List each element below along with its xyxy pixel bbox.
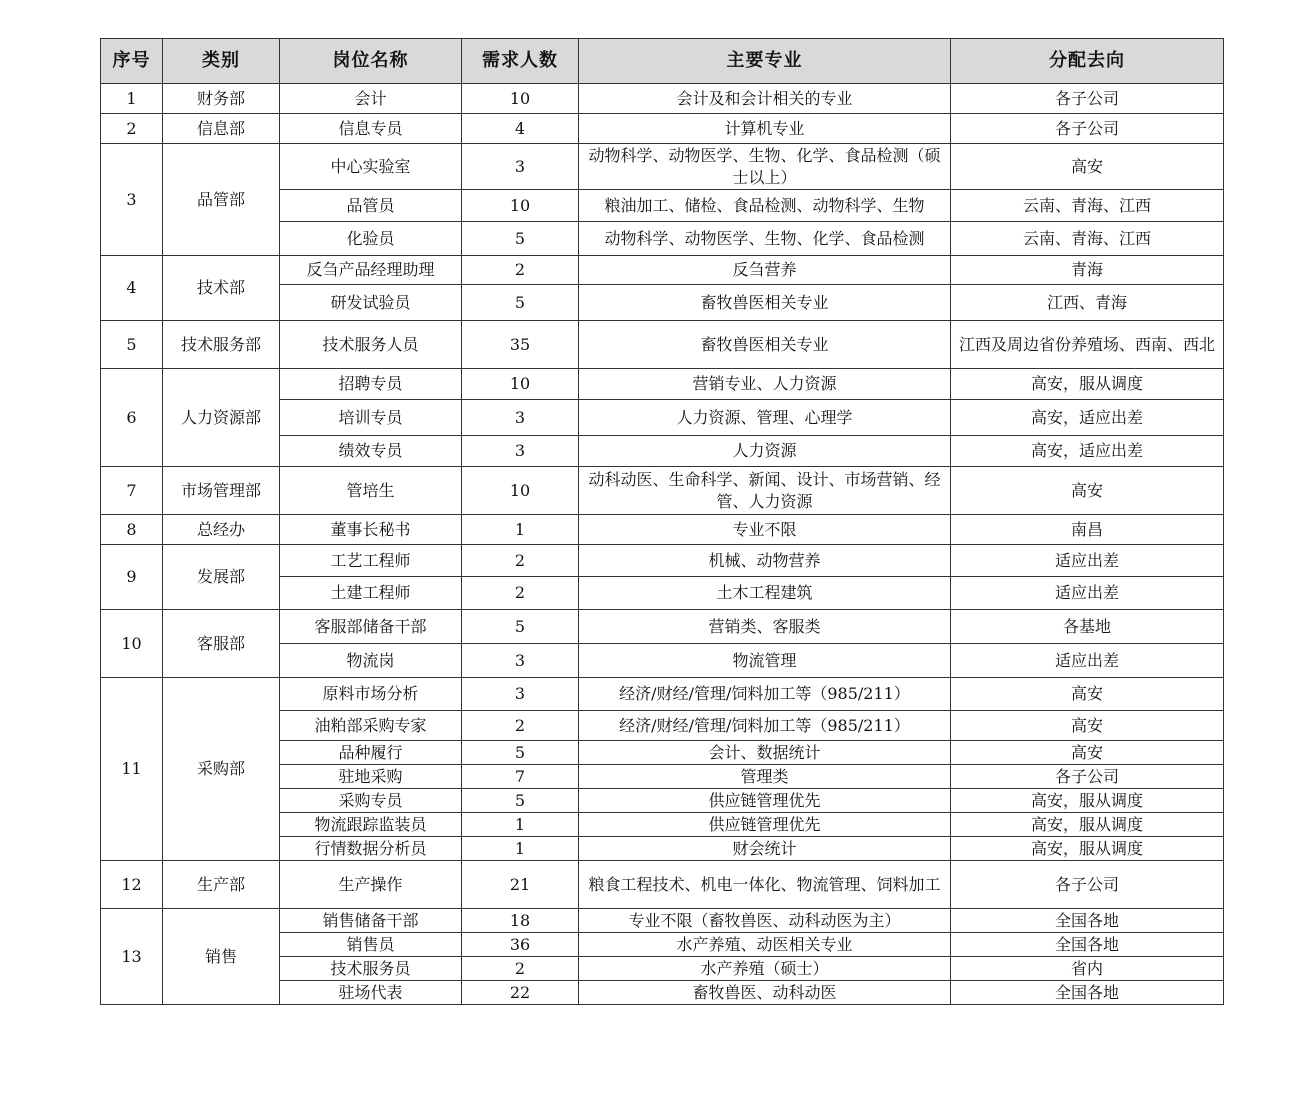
cell-count: 1 <box>462 837 579 861</box>
cell-category: 财务部 <box>163 84 280 114</box>
cell-major: 计算机专业 <box>579 114 951 144</box>
cell-count: 22 <box>462 981 579 1005</box>
cell-category: 品管部 <box>163 144 280 256</box>
cell-count: 2 <box>462 577 579 610</box>
table-header <box>101 39 1224 84</box>
cell-position: 生产操作 <box>280 861 462 909</box>
cell-count: 2 <box>462 256 579 285</box>
table-row <box>101 545 1224 577</box>
cell-count: 10 <box>462 467 579 515</box>
table-row <box>101 369 1224 400</box>
cell-position: 品种履行 <box>280 741 462 765</box>
cell-destination: 各基地 <box>951 610 1224 644</box>
cell-major: 人力资源、管理、心理学 <box>579 400 951 436</box>
cell-destination: 全国各地 <box>951 909 1224 933</box>
table-row <box>101 467 1224 515</box>
table-row <box>101 678 1224 711</box>
table-row <box>101 861 1224 909</box>
cell-count: 3 <box>462 678 579 711</box>
cell-count: 7 <box>462 765 579 789</box>
cell-count: 3 <box>462 400 579 436</box>
cell-destination: 南昌 <box>951 515 1224 545</box>
cell-destination: 云南、青海、江西 <box>951 190 1224 222</box>
cell-destination: 省内 <box>951 957 1224 981</box>
cell-no: 13 <box>101 909 163 1005</box>
cell-category: 生产部 <box>163 861 280 909</box>
cell-no: 4 <box>101 256 163 321</box>
cell-count: 5 <box>462 741 579 765</box>
cell-destination: 各子公司 <box>951 114 1224 144</box>
cell-count: 2 <box>462 711 579 741</box>
cell-no: 1 <box>101 84 163 114</box>
cell-category: 采购部 <box>163 678 280 861</box>
cell-major: 畜牧兽医、动科动医 <box>579 981 951 1005</box>
header-position: 岗位名称 <box>280 39 462 84</box>
cell-position: 技术服务人员 <box>280 321 462 369</box>
cell-no: 5 <box>101 321 163 369</box>
cell-major: 粮油加工、储检、食品检测、动物科学、生物 <box>579 190 951 222</box>
cell-major: 动科动医、生命科学、新闻、设计、市场营销、经管、人力资源 <box>579 467 951 515</box>
cell-major: 水产养殖、动医相关专业 <box>579 933 951 957</box>
cell-count: 3 <box>462 644 579 678</box>
cell-count: 5 <box>462 285 579 321</box>
cell-destination: 高安 <box>951 711 1224 741</box>
cell-no: 10 <box>101 610 163 678</box>
cell-position: 原料市场分析 <box>280 678 462 711</box>
cell-position: 工艺工程师 <box>280 545 462 577</box>
cell-destination: 高安 <box>951 144 1224 190</box>
cell-major: 供应链管理优先 <box>579 813 951 837</box>
cell-major: 粮食工程技术、机电一体化、物流管理、饲料加工 <box>579 861 951 909</box>
cell-major: 财会统计 <box>579 837 951 861</box>
cell-destination: 全国各地 <box>951 933 1224 957</box>
cell-position: 管培生 <box>280 467 462 515</box>
cell-count: 10 <box>462 190 579 222</box>
cell-no: 3 <box>101 144 163 256</box>
cell-major: 营销类、客服类 <box>579 610 951 644</box>
cell-destination: 青海 <box>951 256 1224 285</box>
cell-category: 信息部 <box>163 114 280 144</box>
cell-major: 土木工程建筑 <box>579 577 951 610</box>
cell-count: 1 <box>462 813 579 837</box>
cell-position: 物流跟踪监装员 <box>280 813 462 837</box>
cell-destination: 高安，适应出差 <box>951 436 1224 467</box>
cell-count: 5 <box>462 222 579 256</box>
cell-count: 18 <box>462 909 579 933</box>
cell-destination: 高安，服从调度 <box>951 789 1224 813</box>
cell-position: 技术服务员 <box>280 957 462 981</box>
cell-destination: 高安，服从调度 <box>951 813 1224 837</box>
cell-count: 21 <box>462 861 579 909</box>
cell-major: 人力资源 <box>579 436 951 467</box>
header-no: 序号 <box>101 39 163 84</box>
cell-count: 3 <box>462 436 579 467</box>
cell-destination: 高安 <box>951 741 1224 765</box>
cell-major: 畜牧兽医相关专业 <box>579 321 951 369</box>
table-row <box>101 114 1224 144</box>
cell-destination: 江西、青海 <box>951 285 1224 321</box>
cell-no: 9 <box>101 545 163 610</box>
cell-major: 动物科学、动物医学、生物、化学、食品检测（硕士以上） <box>579 144 951 190</box>
table-row <box>101 84 1224 114</box>
header-major: 主要专业 <box>579 39 951 84</box>
cell-destination: 各子公司 <box>951 84 1224 114</box>
cell-no: 7 <box>101 467 163 515</box>
cell-destination: 各子公司 <box>951 765 1224 789</box>
cell-count: 10 <box>462 369 579 400</box>
cell-destination: 适应出差 <box>951 644 1224 678</box>
cell-major: 供应链管理优先 <box>579 789 951 813</box>
cell-destination: 高安 <box>951 467 1224 515</box>
cell-position: 驻场代表 <box>280 981 462 1005</box>
cell-major: 机械、动物营养 <box>579 545 951 577</box>
cell-count: 5 <box>462 610 579 644</box>
cell-destination: 云南、青海、江西 <box>951 222 1224 256</box>
cell-position: 中心实验室 <box>280 144 462 190</box>
table-row <box>101 144 1224 190</box>
cell-no: 12 <box>101 861 163 909</box>
cell-position: 驻地采购 <box>280 765 462 789</box>
cell-category: 客服部 <box>163 610 280 678</box>
cell-position: 物流岗 <box>280 644 462 678</box>
cell-count: 36 <box>462 933 579 957</box>
cell-major: 物流管理 <box>579 644 951 678</box>
table-row <box>101 610 1224 644</box>
cell-major: 管理类 <box>579 765 951 789</box>
cell-category: 市场管理部 <box>163 467 280 515</box>
cell-major: 反刍营养 <box>579 256 951 285</box>
cell-destination: 适应出差 <box>951 545 1224 577</box>
cell-count: 4 <box>462 114 579 144</box>
cell-position: 采购专员 <box>280 789 462 813</box>
cell-major: 专业不限 <box>579 515 951 545</box>
cell-destination: 各子公司 <box>951 861 1224 909</box>
cell-position: 董事长秘书 <box>280 515 462 545</box>
cell-position: 土建工程师 <box>280 577 462 610</box>
recruitment-table <box>100 38 1224 1005</box>
cell-position: 信息专员 <box>280 114 462 144</box>
cell-destination: 适应出差 <box>951 577 1224 610</box>
cell-major: 会计及和会计相关的专业 <box>579 84 951 114</box>
header-category: 类别 <box>163 39 280 84</box>
table-row <box>101 321 1224 369</box>
cell-no: 11 <box>101 678 163 861</box>
cell-position: 销售员 <box>280 933 462 957</box>
table-body <box>101 84 1224 1005</box>
header-row <box>101 39 1224 84</box>
cell-destination: 高安 <box>951 678 1224 711</box>
cell-destination: 高安，适应出差 <box>951 400 1224 436</box>
cell-position: 销售储备干部 <box>280 909 462 933</box>
table-row <box>101 909 1224 933</box>
cell-position: 招聘专员 <box>280 369 462 400</box>
cell-position: 会计 <box>280 84 462 114</box>
cell-position: 油粕部采购专家 <box>280 711 462 741</box>
cell-position: 绩效专员 <box>280 436 462 467</box>
cell-major: 经济/财经/管理/饲料加工等（985/211） <box>579 678 951 711</box>
cell-no: 8 <box>101 515 163 545</box>
cell-position: 反刍产品经理助理 <box>280 256 462 285</box>
cell-position: 培训专员 <box>280 400 462 436</box>
table-row <box>101 256 1224 285</box>
cell-major: 畜牧兽医相关专业 <box>579 285 951 321</box>
cell-category: 技术部 <box>163 256 280 321</box>
header-count: 需求人数 <box>462 39 579 84</box>
cell-destination: 江西及周边省份养殖场、西南、西北 <box>951 321 1224 369</box>
cell-category: 销售 <box>163 909 280 1005</box>
cell-count: 1 <box>462 515 579 545</box>
cell-position: 研发试验员 <box>280 285 462 321</box>
cell-major: 营销专业、人力资源 <box>579 369 951 400</box>
cell-major: 经济/财经/管理/饲料加工等（985/211） <box>579 711 951 741</box>
cell-major: 水产养殖（硕士） <box>579 957 951 981</box>
cell-count: 2 <box>462 957 579 981</box>
cell-count: 2 <box>462 545 579 577</box>
cell-major: 会计、数据统计 <box>579 741 951 765</box>
cell-position: 行情数据分析员 <box>280 837 462 861</box>
header-destination: 分配去向 <box>951 39 1224 84</box>
cell-count: 10 <box>462 84 579 114</box>
cell-category: 技术服务部 <box>163 321 280 369</box>
cell-position: 化验员 <box>280 222 462 256</box>
cell-no: 2 <box>101 114 163 144</box>
cell-destination: 高安，服从调度 <box>951 837 1224 861</box>
cell-position: 客服部储备干部 <box>280 610 462 644</box>
cell-destination: 高安，服从调度 <box>951 369 1224 400</box>
table-row <box>101 515 1224 545</box>
cell-no: 6 <box>101 369 163 467</box>
cell-count: 5 <box>462 789 579 813</box>
cell-major: 专业不限（畜牧兽医、动科动医为主） <box>579 909 951 933</box>
cell-category: 发展部 <box>163 545 280 610</box>
cell-destination: 全国各地 <box>951 981 1224 1005</box>
cell-count: 35 <box>462 321 579 369</box>
cell-category: 总经办 <box>163 515 280 545</box>
cell-position: 品管员 <box>280 190 462 222</box>
cell-category: 人力资源部 <box>163 369 280 467</box>
cell-count: 3 <box>462 144 579 190</box>
cell-major: 动物科学、动物医学、生物、化学、食品检测 <box>579 222 951 256</box>
